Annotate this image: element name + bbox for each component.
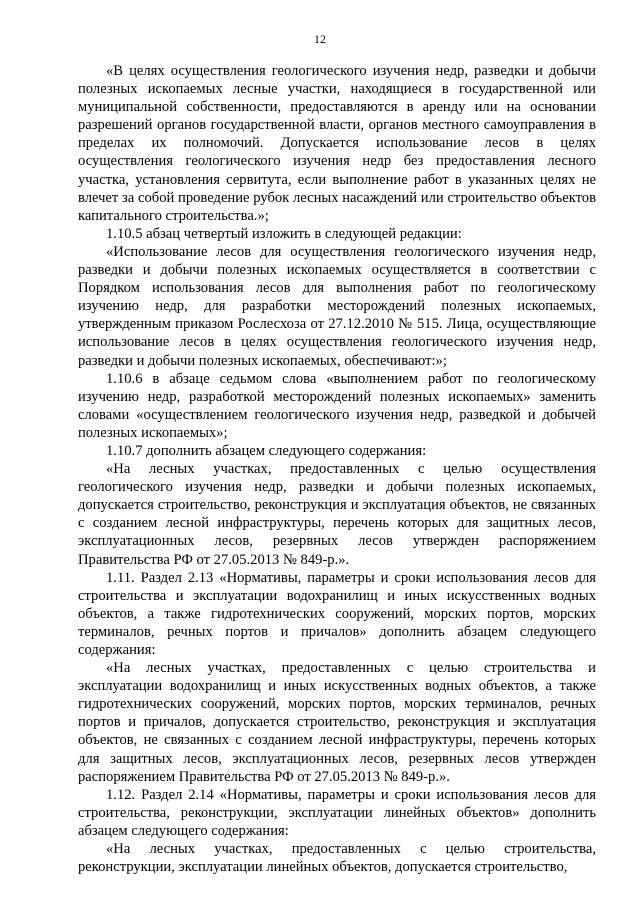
paragraph: «На лесных участках, предоставленных с целью осуществления геологического изучения недр, разведки и добычи полезных ископаемых, допускается строительство, реконструкция и эксплуатация объектов, не связанных с созданием лесной инфраструктуры, перечень которых для защитных лесов, эксплуатационных лесов, резервных лесов утвержден распоряжением Правительства РФ от 27.05.2013 № 849-р.». xyxy=(78,461,596,568)
paragraph: 1.12. Раздел 2.14 «Нормативы, параметры и сроки использования лесов для строительства, реконструкции, эксплуатации линейных объектов» дополнить абзацем следующего содержания: xyxy=(78,786,596,839)
paragraph: «На лесных участках, предоставленных с целью строительства, реконструкции, эксплуатации линейных объектов, допускается строительство, xyxy=(78,841,596,876)
paragraph: 1.10.6 в абзаце седьмом слова «выполнением работ по геологическому изучению недр, разработкой месторождений полезных ископаемых» заменить словами «осуществлением геологического изучения недр, разведкой и добычей полезных ископаемых»; xyxy=(78,370,596,441)
page-number: 12 xyxy=(314,32,326,46)
paragraph: «На лесных участках, предоставленных с целью строительства и эксплуатации водохранилищ и иных искусственных водных объектов, а также гидротехнических сооружений, морских портов, морских терминалов, речных портов и причалов, допускается строительство, реконструкция и эксплуатация объектов, не связанных с созданием лесной инфраструктуры, перечень которых для защитных лесов, эксплуатационных лесов, резервных лесов утвержден распоряжением Правительства РФ от 27.05.2013 № 849-р.». xyxy=(78,660,596,785)
paragraph: «Использование лесов для осуществления геологического изучения недр, разведки и добычи полезных ископаемых осуществляется в соответствии с Порядком использования лесов для выполнения работ по геологическому изучению недр, для разработки месторождений полезных ископаемых, утвержденным приказом Рослесхоза от 27.12.2010 № 515. Лица, осуществляющие использование лесов в целях осуществления геологического изучения недр, разведки и добычи полезных ископаемых, обеспечивают:»; xyxy=(78,243,596,369)
paragraph: 1.10.7 дополнить абзацем следующего содержания: xyxy=(106,442,427,459)
document-body xyxy=(78,62,596,876)
paragraph: 1.10.5 абзац четвертый изложить в следующей редакции: xyxy=(106,225,462,242)
paragraph: «В целях осуществления геологического изучения недр, разведки и добычи полезных ископаемых лесные участки, находящиеся в государственной или муниципальной собственности, предоставляются в аренду или на основании разрешений органов государственной власти, органов местного самоуправления в пределах их полномочий. Допускается использование лесов в целях осуществления геологического изучения недр без предоставления лесного участка, установления сервитута, если выполнение работ в указанных целях не влечет за собой проведение рубок лесных насаждений или строительство объектов капитального строительства.»; xyxy=(78,63,596,224)
paragraph: 1.11. Раздел 2.13 «Нормативы, параметры и сроки использования лесов для строительства и эксплуатации водохранилищ и иных искусственных водных объектов, а также гидротехнических сооружений, морских портов, морских терминалов, речных портов и причалов» дополнить абзацем следующего содержания: xyxy=(78,569,596,658)
